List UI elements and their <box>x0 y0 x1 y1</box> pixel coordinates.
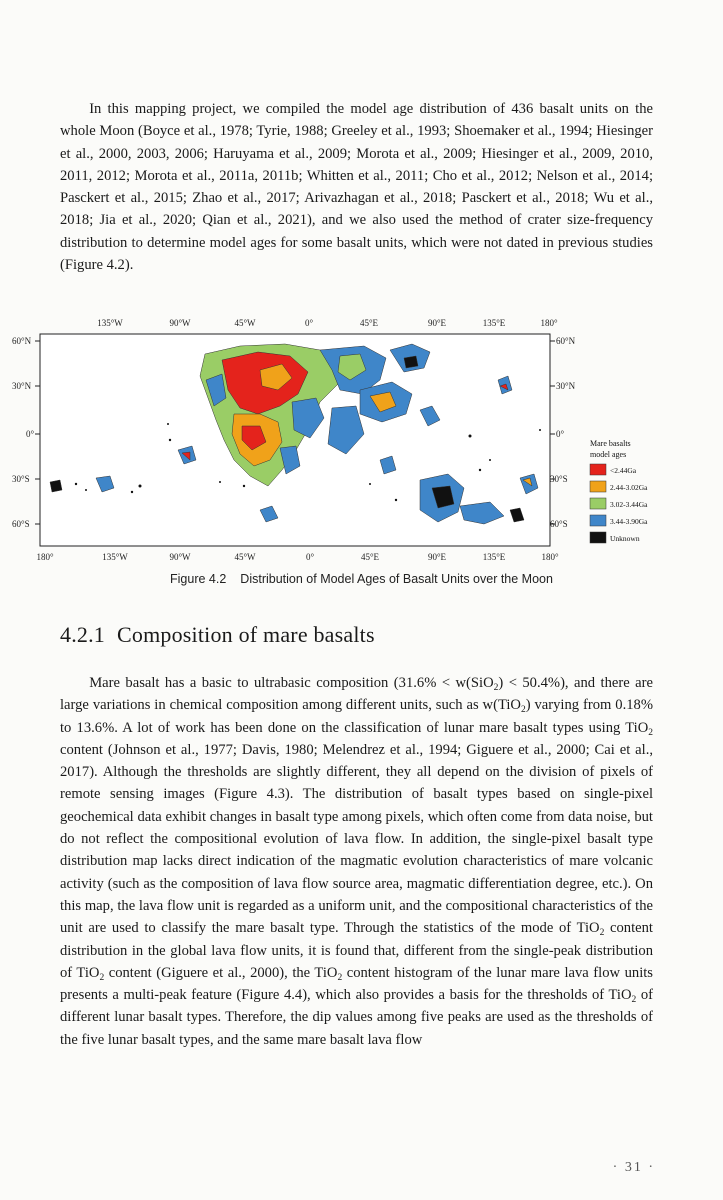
left-lat-label: 30°N <box>12 381 32 391</box>
bottom-lon-label: 90°E <box>427 552 447 562</box>
top-lon-label: 135°W <box>97 318 123 328</box>
left-lat-label: 0° <box>26 429 35 439</box>
legend-label: Unknown <box>610 534 640 543</box>
figure-number: Figure 4.2 <box>170 572 227 586</box>
left-latitude-labels <box>12 336 35 529</box>
left-lat-label: 60°N <box>12 336 32 346</box>
legend-label: 2.44-3.02Ga <box>610 483 648 492</box>
section-number: 4.2.1 <box>60 622 105 647</box>
legend-title-line1: Mare basalts <box>590 439 631 448</box>
legend-label: 3.02-3.44Ga <box>610 500 648 509</box>
top-lon-label: 0° <box>304 318 314 328</box>
section-heading <box>60 622 375 648</box>
bottom-lon-label: 135°W <box>102 552 128 562</box>
right-lat-label: 30°N <box>556 381 576 391</box>
right-lat-label: 0° <box>556 429 565 439</box>
right-lat-label: 30°S <box>550 474 568 484</box>
legend-swatch <box>590 532 606 543</box>
composition-paragraph: Mare basalt has a basic to ultrabasic composition (31.6% < w(SiO$_2$) < 50.4%), and there are large variations in chemical composition among different units, such as w(TiO$_2$) varying from 0.18% to 13.6%. A lot of work has been done on the classification of lunar mare basalt types using TiO$_2$ content (Johnson et al., 1977; Davis, 1980; Melendrez et al., 1994; Giguere et al., 2000; Cai et al., 2017). Although the thresholds are slightly different, they all depend on the division of pixels of remote sensing images (Figure 4.3). The distribution of basalt types based on single-pixel geochemical data exhibit changes in basalt type among pixels, which often come from data noise, but do not reflect the compositional evolution of lava flow. In addition, the single-pixel basalt type distribution map lacks direct indication of the magmatic evolution characteristics of mare volcanic activity (such as the composition of lava flow source area, magmatic differentiation degree, etc.). On this map, the lava flow unit is regarded as a uniform unit, and the compositional characteristics of the unit are used to classify the mare basalt type. Through the statistics of the mode of TiO$_2$ content distribution in the global lava flow units, it is found that, different from the single-peak distribution of TiO$_2$ content (Giguere et al., 2000), the TiO$_2$ content histogram of the lunar mare lava flow units presents a multi-peak feature (Figure 4.4), which also provides a basis for the thresholds of TiO$_2$ of different lunar basalt types. Therefore, the dip values among five peaks are used as the thresholds of the five lunar basalt types, and the same mare basalt lava flow <box>60 675 653 1048</box>
top-lon-label: 180° <box>540 318 558 328</box>
bottom-lon-label: 180° <box>36 552 54 562</box>
legend-swatch <box>590 464 606 475</box>
bottom-lon-label: 90°W <box>169 552 191 562</box>
intro-paragraph: In this mapping project, we compiled the model age distribution of 436 basalt units on the whole Moon (Boyce et al., 1978; Tyrie, 1988; Greeley et al., 1993; Shoemaker et al., 1994; Hiesinger et al., 2000, 2003, 2006; Haruyama et al., 2009; Morota et al., 2009; Hiesinger et al., 2009, 2010, 2011, 2012; Morota et al., 2011a, 2011b; Whitten et al., 2011; Cho et al., 2012; Nelson et al., 2014; Pasckert et al., 2015; Zhao et al., 2017; Arivazhagan et al., 2018; Pasckert et al., 2018; Wu et al., 2018; Jia et al., 2020; Qian et al., 2021), and we also used the method of crater size-frequency distribution to determine model ages for some basalt units, which were not dated in previous studies (Figure 4.2). <box>60 101 653 274</box>
legend-swatch <box>590 515 606 526</box>
bottom-lon-label: 180° <box>541 552 559 562</box>
legend-title-line2: model ages <box>590 450 627 459</box>
top-lon-label: 90°E <box>427 318 447 328</box>
left-lat-label: 30°S <box>12 474 30 484</box>
legend-swatch <box>590 481 606 492</box>
legend-label: <2.44Ga <box>610 466 637 475</box>
bottom-lon-label: 0° <box>305 552 315 562</box>
legend-swatch <box>590 498 606 509</box>
map-legend <box>590 439 648 543</box>
left-lat-label: 60°S <box>12 519 30 529</box>
page-number: · 31 · <box>612 1160 655 1175</box>
top-lon-label: 90°W <box>169 318 191 328</box>
right-latitude-labels <box>550 336 576 529</box>
bottom-longitude-labels <box>36 552 559 562</box>
moon-basalt-age-map <box>12 310 720 600</box>
bottom-lon-label: 45°W <box>234 552 256 562</box>
section-title: Composition of mare basalts <box>117 622 375 647</box>
top-lon-label: 45°E <box>359 318 379 328</box>
legend-label: 3.44-3.90Ga <box>610 517 648 526</box>
bottom-lon-label: 45°E <box>360 552 380 562</box>
top-longitude-labels <box>97 318 558 328</box>
bottom-lon-label: 135°E <box>482 552 506 562</box>
right-lat-label: 60°N <box>556 336 576 346</box>
figure-caption <box>0 572 723 586</box>
right-lat-label: 60°S <box>550 519 568 529</box>
figure-caption-text: Distribution of Model Ages of Basalt Units over the Moon <box>240 572 553 586</box>
top-lon-label: 45°W <box>234 318 256 328</box>
top-lon-label: 135°E <box>482 318 506 328</box>
